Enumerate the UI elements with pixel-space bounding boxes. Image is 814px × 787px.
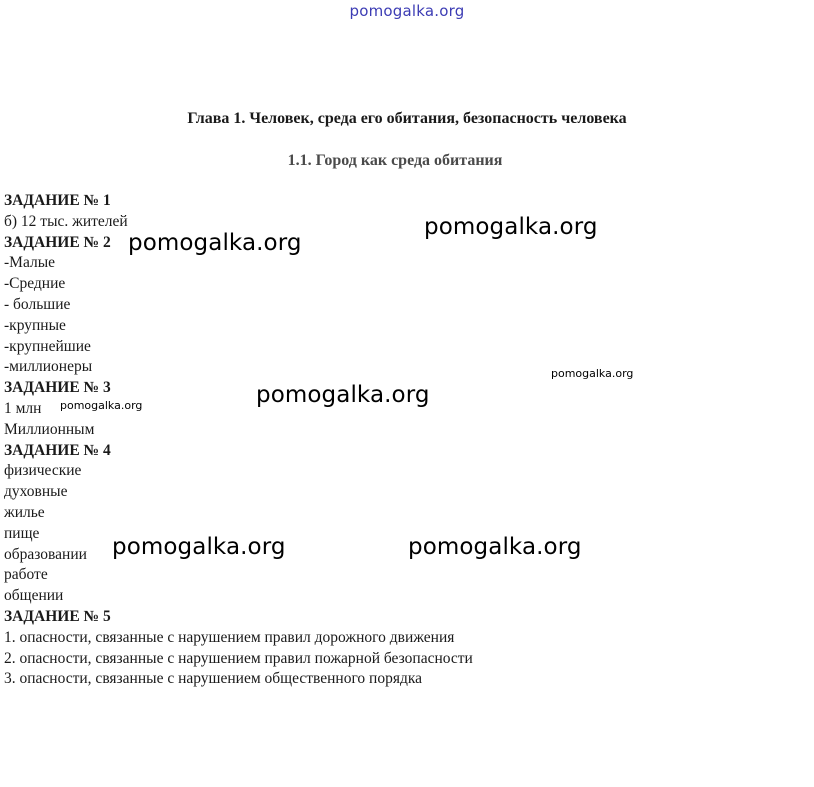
answer-line: образовании <box>4 545 87 563</box>
watermark: pomogalka.org <box>128 230 302 256</box>
answer-line: -Малые <box>4 254 55 272</box>
answer-line: Миллионным <box>4 420 95 438</box>
watermark: pomogalka.org <box>112 534 286 560</box>
watermark: pomogalka.org <box>551 367 634 380</box>
watermark: pomogalka.org <box>408 534 582 560</box>
section-title: 1.1. Город как среда обитания <box>287 152 503 169</box>
task-heading: ЗАДАНИЕ № 2 <box>4 233 111 251</box>
watermark: pomogalka.org <box>256 382 430 408</box>
task-heading: ЗАДАНИЕ № 5 <box>4 607 111 625</box>
answer-line: - большие <box>4 295 71 313</box>
answer-line: общении <box>4 587 64 605</box>
chapter-title: Глава 1. Человек, среда его обитания, безопасность человека <box>187 110 627 127</box>
answer-line: жилье <box>4 503 45 521</box>
task-heading: ЗАДАНИЕ № 4 <box>4 441 111 459</box>
task-heading: ЗАДАНИЕ № 3 <box>4 379 111 397</box>
answer-line: -миллионеры <box>4 358 93 376</box>
answer-line: -Средние <box>4 275 66 293</box>
document-body <box>4 191 604 690</box>
answer-line: 1 млн <box>4 399 42 417</box>
task-heading: ЗАДАНИЕ № 1 <box>4 192 111 209</box>
answer-line: работе <box>4 566 48 584</box>
answer-line: 2. опасности, связанные с нарушением правил пожарной безопасности <box>4 649 473 667</box>
answer-line: -крупные <box>4 316 66 334</box>
watermark: pomogalka.org <box>60 399 143 412</box>
answer-line: пище <box>4 524 40 542</box>
answer-line: б) 12 тыс. жителей <box>4 212 128 230</box>
answer-line: физические <box>4 462 82 480</box>
answer-line: духовные <box>4 483 68 501</box>
site-logo: pomogalka.org <box>349 2 465 20</box>
watermark: pomogalka.org <box>424 214 598 240</box>
answer-line: 3. опасности, связанные с нарушением общественного порядка <box>4 670 423 688</box>
answer-line: 1. опасности, связанные с нарушением правил дорожного движения <box>4 628 455 646</box>
answer-line: -крупнейшие <box>4 337 91 355</box>
